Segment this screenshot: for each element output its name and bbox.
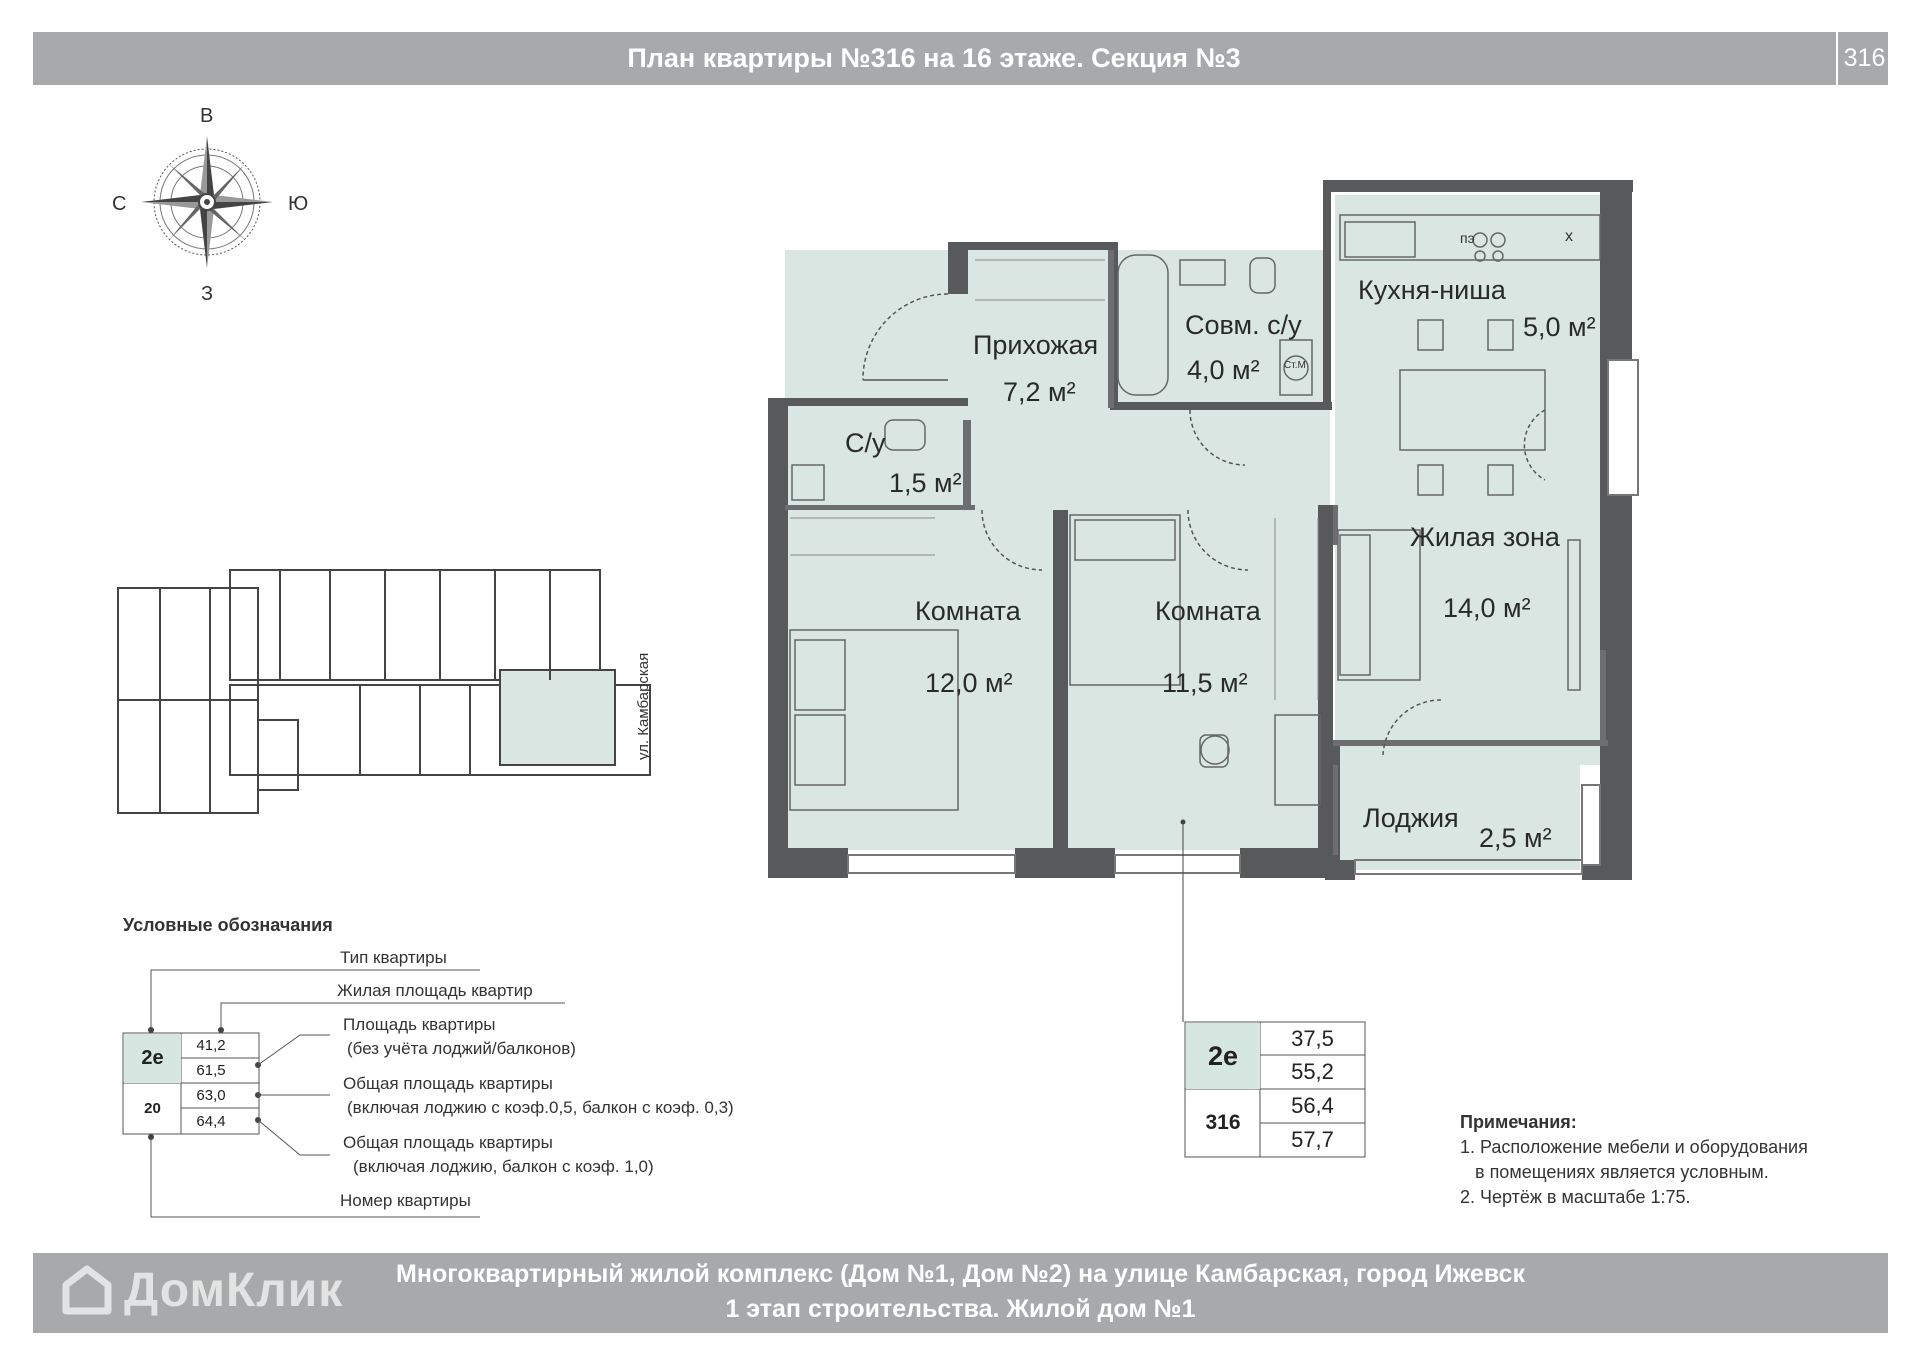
legend-sample-type: 2е (141, 1047, 164, 1069)
stove-label: пэ (1460, 230, 1475, 246)
room-name-combined-bath: Совм. с/у (1185, 310, 1302, 340)
legend-type-label: Тип квартиры (340, 948, 447, 967)
footer-line-1: Многоквартирный жилой комплекс (Дом №1, Дом №2) на улице Камбарская, город Ижевск (396, 1260, 1525, 1288)
room-name-kitchen: Кухня-ниша (1358, 275, 1506, 305)
washer-label: Ст.М (1284, 360, 1306, 371)
legend-total-coef-label: Общая площадь квартиры (343, 1074, 553, 1093)
watermark-logo (62, 1250, 343, 1330)
legend-title: Условные обозначания (123, 915, 333, 935)
note-item-3: 2. Чертёж в масштабе 1:75. (1460, 1187, 1691, 1207)
legend-sample-number: 20 (144, 1100, 161, 1117)
apartment-total-coef: 56,4 (1291, 1093, 1334, 1118)
room-name-room2: Комната (1155, 596, 1261, 626)
legend-total-full-note: (включая лоджию, балкон с коэф. 1,0) (353, 1157, 654, 1176)
house-logo-icon (62, 1265, 112, 1315)
apartment-total-full: 57,7 (1291, 1127, 1334, 1152)
legend-sample-value-2: 61,5 (196, 1062, 226, 1079)
room-name-wc: С/у (845, 428, 886, 458)
room-area-wc: 1,5 м² (889, 468, 962, 498)
apartment-area: 55,2 (1291, 1059, 1334, 1084)
legend-sample-value-3: 63,0 (196, 1087, 226, 1104)
notes-title: Примечания: (1460, 1112, 1577, 1132)
notes-block (1460, 1110, 1808, 1210)
legend-living-area-label: Жилая площадь квартир (337, 981, 533, 1000)
room-area-living: 14,0 м² (1443, 593, 1531, 623)
apartment-living-area: 37,5 (1291, 1025, 1334, 1051)
legend-sample-value-4: 64,4 (196, 1112, 226, 1130)
room-name-hallway: Прихожая (973, 330, 1099, 360)
room-area-combined-bath: 4,0 м² (1187, 355, 1260, 385)
compass-west-label: С (112, 193, 127, 215)
legend-number-label: Номер квартиры (340, 1191, 471, 1210)
room-area-room1: 12,0 м² (925, 668, 1013, 698)
room-name-loggia: Лоджия (1363, 803, 1459, 833)
apartment-type: 2е (1207, 1040, 1239, 1071)
room-area-loggia: 2,5 м² (1479, 823, 1552, 853)
legend-sample-value-1: 41,2 (196, 1037, 226, 1054)
room-area-hallway: 7,2 м² (1003, 377, 1076, 407)
legend-total-full-label: Общая площадь квартиры (343, 1133, 553, 1152)
page-number: 316 (1843, 44, 1886, 72)
street-label: ул. Камбарская (635, 652, 652, 760)
legend-apartment-area-note: (без учёта лоджий/балконов) (347, 1039, 576, 1058)
compass-south-label: З (201, 283, 214, 305)
legend-apartment-area-label: Площадь квартиры (343, 1015, 496, 1034)
room-area-kitchen: 5,0 м² (1523, 312, 1596, 342)
footer-line-2: 1 этап строительства. Жилой дом №1 (725, 1295, 1196, 1323)
room-area-room2: 11,5 м² (1162, 668, 1248, 698)
apartment-number: 316 (1205, 1111, 1241, 1134)
compass-rose-icon (141, 136, 273, 268)
watermark-text: ДомКлик (124, 1263, 344, 1317)
page-title: План квартиры №316 на 16 этаже. Секция №3 (627, 43, 1241, 73)
building-key-plan (118, 570, 650, 813)
note-item-2: в помещениях является условным. (1475, 1162, 1769, 1182)
compass-east-label: Ю (288, 193, 309, 215)
fridge-label: х (1565, 228, 1573, 245)
compass-north-label: В (200, 105, 214, 127)
legend-total-coef-note: (включая лоджию с коэф.0,5, балкон с коэф. 0,3) (347, 1098, 734, 1117)
note-item-1: 1. Расположение мебели и оборудования (1460, 1137, 1808, 1157)
room-name-room1: Комната (915, 596, 1021, 626)
room-name-living: Жилая зона (1410, 522, 1560, 552)
